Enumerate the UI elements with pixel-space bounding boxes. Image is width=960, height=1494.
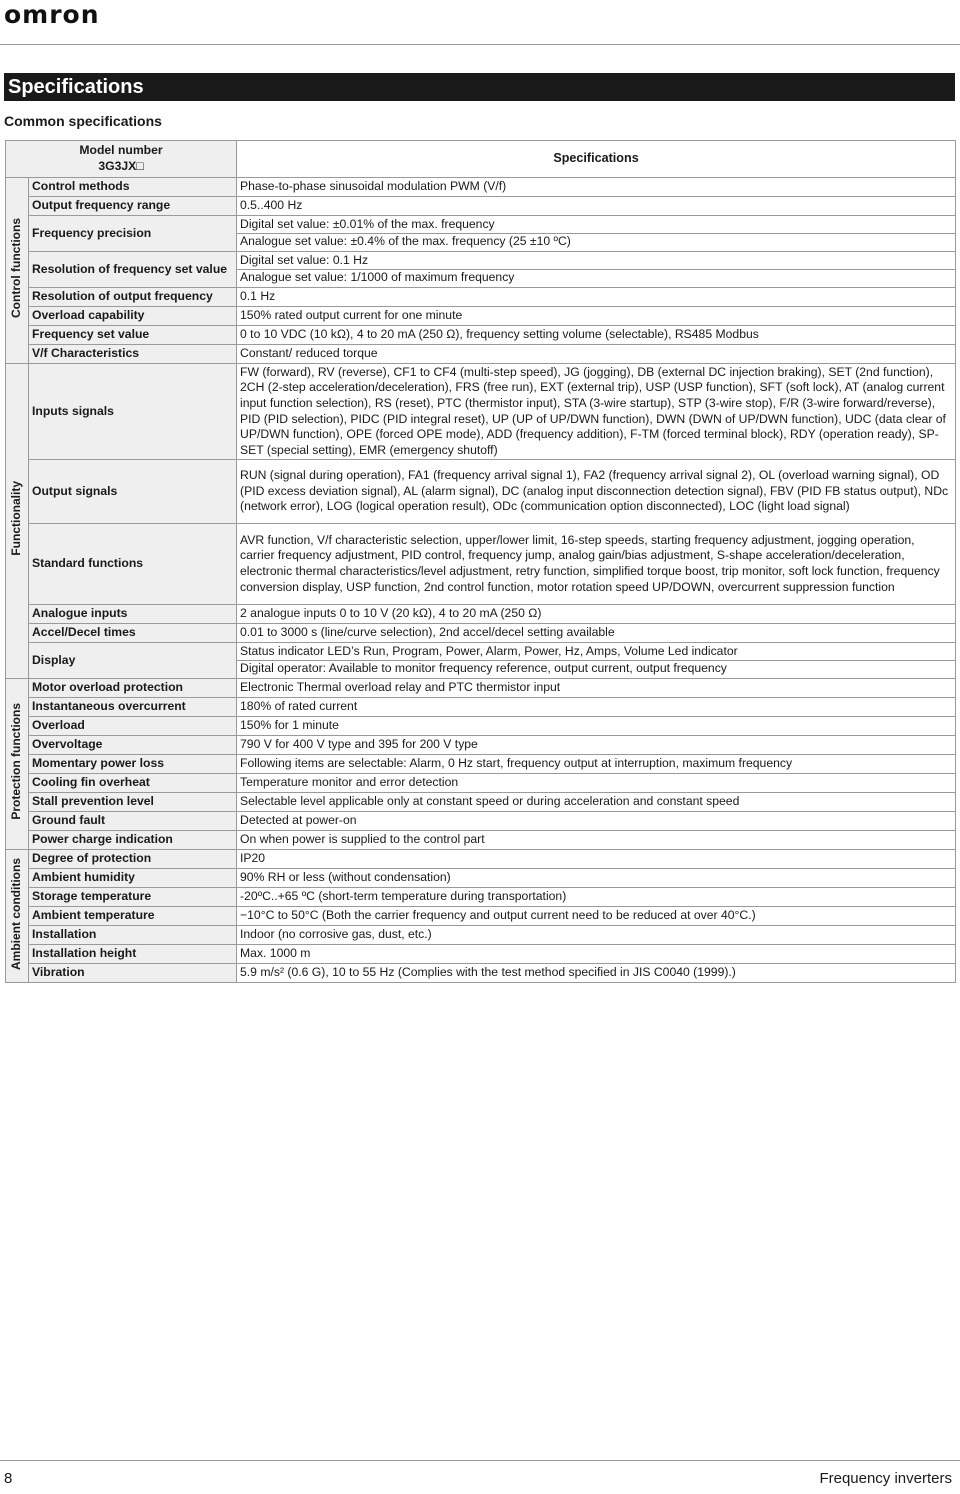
row-value-line: Digital operator: Available to monitor frequency reference, output current, output frequency [237, 660, 955, 677]
row-label: Overload [29, 717, 237, 736]
row-label: Ambient temperature [29, 907, 237, 926]
row-value: -20ºC..+65 ºC (short-term temperature during transportation) [237, 888, 956, 907]
row-label: Overvoltage [29, 736, 237, 755]
row-value: 0 to 10 VDC (10 kΩ), 4 to 20 mA (250 Ω), frequency setting volume (selectable), RS485 Modbus [237, 326, 956, 345]
row-value: Electronic Thermal overload relay and PTC thermistor input [237, 679, 956, 698]
row-label: Accel/Decel times [29, 624, 237, 643]
subheading: Common specifications [4, 113, 162, 129]
row-value: 150% rated output current for one minute [237, 307, 956, 326]
row-label: Installation height [29, 945, 237, 964]
row-value: FW (forward), RV (reverse), CF1 to CF4 (multi-step speed), JG (jogging), DB (external DC injection braking), SET (2nd function), 2CH (2-step acceleration/deceleration), FRS (free run), EXT (external trip), USP (USP function), SFT (soft lock), AT (analog current input function selection), RS (reset), PTC (thermistor input), STA (3-wire startup), STP (3-wire stop), F/R (3-wire forward/reverse), PID (PID selection), PIDC (PID integral reset), UP (UP of UP/DWN function), DWN (DWN of UP/DWN function), UDC (data clear of UP/DWN function), OPE (forced OPE mode), ADD (frequency addition), F-TM (forced terminal block), RDY (operation ready), SP-SET (special setting), EMR (emergency shutoff) [237, 364, 956, 460]
group-control-functions [6, 178, 29, 364]
row-value: Selectable level applicable only at constant speed or during acceleration and constant speed [237, 793, 956, 812]
row-value: 90% RH or less (without condensation) [237, 869, 956, 888]
row-value: Phase-to-phase sinusoidal modulation PWM (V/f) [237, 178, 956, 197]
row-value: −10°C to 50°C (Both the carrier frequency and output current need to be reduced at over 40°C.) [237, 907, 956, 926]
row-label: Ground fault [29, 812, 237, 831]
header-divider [0, 44, 960, 45]
specifications-header: Specifications [237, 141, 956, 178]
row-label: Inputs signals [29, 364, 237, 460]
row-value: 0.5..400 Hz [237, 197, 956, 216]
row-label: Standard functions [29, 524, 237, 605]
row-value: IP20 [237, 850, 956, 869]
row-label: V/f Characteristics [29, 345, 237, 364]
row-value-line: Digital set value: 0.1 Hz [240, 253, 369, 268]
group-protection-functions [6, 679, 29, 850]
row-value: Indoor (no corrosive gas, dust, etc.) [237, 926, 956, 945]
row-value-line: Status indicator LED’s Run, Program, Power, Alarm, Power, Hz, Amps, Volume Led indicator [240, 644, 738, 659]
row-value [237, 643, 956, 679]
row-value [237, 216, 956, 252]
group-functionality [6, 364, 29, 679]
row-label: Control methods [29, 178, 237, 197]
row-value: 0.1 Hz [237, 288, 956, 307]
model-number-label: Model number [79, 143, 163, 158]
row-value: On when power is supplied to the control part [237, 831, 956, 850]
row-value-line: Analogue set value: ±0.4% of the max. frequency (25 ±10 ºC) [237, 233, 955, 250]
row-value-line: Analogue set value: 1/1000 of maximum frequency [237, 269, 955, 286]
group-ambient-conditions [6, 850, 29, 983]
row-label: Vibration [29, 964, 237, 983]
row-label: Frequency set value [29, 326, 237, 345]
page-number: 8 [4, 1470, 13, 1487]
model-number-header [6, 141, 237, 178]
row-label: Output signals [29, 460, 237, 524]
group-label: Protection functions [9, 703, 24, 821]
group-label: Control functions [9, 218, 24, 319]
row-label: Resolution of frequency set value [29, 252, 237, 288]
footer-divider [0, 1460, 960, 1461]
row-label: Analogue inputs [29, 605, 237, 624]
row-value: Detected at power-on [237, 812, 956, 831]
row-label: Motor overload protection [29, 679, 237, 698]
row-label: Installation [29, 926, 237, 945]
row-value: RUN (signal during operation), FA1 (frequency arrival signal 1), FA2 (frequency arrival signal 2), OL (overload warning signal), OD (PID excess deviation signal), AL (alarm signal), DC (analog input disconnection detection signal), FBV (PID FB status output), NDc (network error), LOG (logical operation result), ODc (communication option disconnected), LOC (light load signal) [237, 460, 956, 524]
row-label: Degree of protection [29, 850, 237, 869]
row-label: Instantaneous overcurrent [29, 698, 237, 717]
row-label: Power charge indication [29, 831, 237, 850]
group-label: Functionality [9, 481, 24, 557]
row-label: Momentary power loss [29, 755, 237, 774]
row-label: Frequency precision [29, 216, 237, 252]
row-label: Overload capability [29, 307, 237, 326]
omron-logo: omron [4, 0, 100, 29]
group-label: Ambient conditions [9, 857, 24, 970]
row-value: Max. 1000 m [237, 945, 956, 964]
model-number-value: 3G3JX□ [98, 159, 144, 173]
row-label: Cooling fin overheat [29, 774, 237, 793]
row-value [237, 252, 956, 288]
row-value: 150% for 1 minute [237, 717, 956, 736]
row-label: Display [29, 643, 237, 679]
row-value: 790 V for 400 V type and 395 for 200 V type [237, 736, 956, 755]
row-value-line: Digital set value: ±0.01% of the max. frequency [240, 217, 495, 232]
specifications-table [5, 140, 956, 983]
row-value: 2 analogue inputs 0 to 10 V (20 kΩ), 4 to 20 mA (250 Ω) [237, 605, 956, 624]
row-value: Constant/ reduced torque [237, 345, 956, 364]
row-value: 0.01 to 3000 s (line/curve selection), 2nd accel/decel setting available [237, 624, 956, 643]
row-label: Stall prevention level [29, 793, 237, 812]
section-title: Specifications [4, 73, 955, 101]
row-value: 5.9 m/s² (0.6 G), 10 to 55 Hz (Complies with the test method specified in JIS C0040 (1999).) [237, 964, 956, 983]
row-value: Temperature monitor and error detection [237, 774, 956, 793]
row-label: Output frequency range [29, 197, 237, 216]
row-value: Following items are selectable: Alarm, 0 Hz start, frequency output at interruption, maximum frequency [237, 755, 956, 774]
row-label: Storage temperature [29, 888, 237, 907]
row-value: AVR function, V/f characteristic selection, upper/lower limit, 16-step speeds, starting frequency adjustment, jogging operation, carrier frequency adjustment, PID control, frequency jump, analog gain/bias adjustment, S-shape acceleration/deceleration, electronic thermal characteristics/level adjustment, retry function, simplified torque boost, trip monitor, soft lock function, frequency conversion display, USP function, 2nd control function, motor rotation speed UP/DOWN, overcurrent suppression function [237, 524, 956, 605]
row-value: 180% of rated current [237, 698, 956, 717]
footer-title: Frequency inverters [819, 1470, 952, 1487]
row-label: Ambient humidity [29, 869, 237, 888]
row-label: Resolution of output frequency [29, 288, 237, 307]
